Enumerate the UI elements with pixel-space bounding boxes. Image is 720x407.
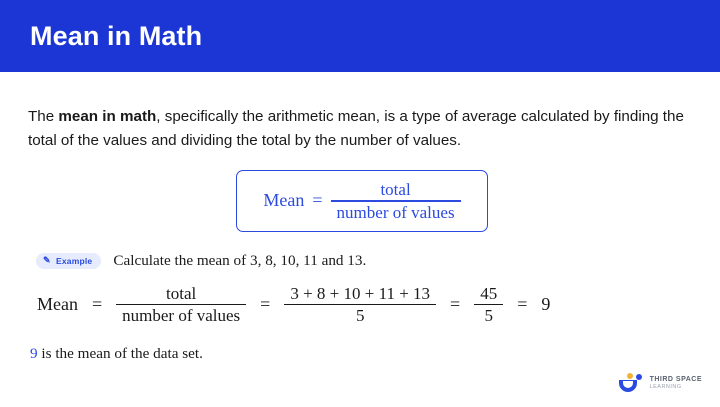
formula-lhs-label: Mean: [263, 190, 305, 211]
third-space-learning-logo-icon: [618, 373, 644, 393]
worked-fraction-sum-numerator: 3 + 8 + 10 + 11 + 13: [290, 283, 431, 303]
example-question-text: Calculate the mean of 3, 8, 10, 11 and 13.: [113, 251, 367, 269]
logo-line-1: THIRD SPACE: [649, 376, 702, 384]
example-badge: [36, 253, 101, 269]
mean-formula-box: [236, 170, 487, 231]
logo-line-2: LEARNING: [649, 383, 682, 390]
intro-text-part1: The: [28, 108, 59, 126]
example-row: [28, 252, 696, 270]
logo-wordmark: [650, 376, 702, 390]
header-bar: [0, 0, 720, 72]
content-area: [0, 72, 720, 363]
intro-text-part2: , specifically the arithmetic mean, is a type of average calculated by finding the total of the values and dividing the total by the number of values.: [28, 108, 684, 149]
formula-box-container: [28, 170, 696, 231]
formula-fraction-numerator: total: [380, 180, 411, 200]
worked-fraction-sum-denominator: 5: [355, 306, 365, 325]
logo-dot-yellow: [627, 373, 633, 379]
logo-swoosh-inner: [623, 381, 633, 388]
worked-fraction-total-numerator: 45: [480, 283, 498, 303]
formula-equals-sign: =: [312, 190, 323, 211]
example-badge-label: Example: [56, 255, 93, 266]
worked-equals-3: =: [450, 293, 461, 314]
worked-mean-label: Mean: [37, 293, 78, 314]
worked-fraction-total-denominator: 5: [484, 306, 493, 325]
worked-fraction-definition-denominator: number of values: [122, 306, 241, 325]
worked-result-value: 9: [541, 293, 551, 314]
worked-fraction-total: [474, 284, 503, 325]
pencil-icon: ✎: [43, 255, 51, 266]
worked-fraction-sum: [284, 284, 436, 325]
formula-fraction: [331, 180, 461, 221]
formula-fraction-denominator: number of values: [336, 202, 455, 222]
worked-fraction-definition-numerator: total: [166, 283, 197, 303]
worked-fraction-definition: [116, 284, 246, 325]
brand-logo: [618, 373, 702, 393]
worked-equals-2: =: [260, 293, 271, 314]
conclusion-highlight-value: 9: [30, 345, 38, 363]
conclusion-line: [28, 345, 696, 363]
worked-equals-4: =: [517, 293, 528, 314]
intro-bold-term: mean in math: [58, 108, 157, 126]
page-title: Mean in Math: [30, 20, 203, 51]
intro-paragraph: [28, 105, 696, 152]
worked-solution-line: [28, 284, 696, 325]
worked-equals-1: =: [91, 293, 103, 314]
conclusion-text: is the mean of the data set.: [37, 345, 203, 363]
